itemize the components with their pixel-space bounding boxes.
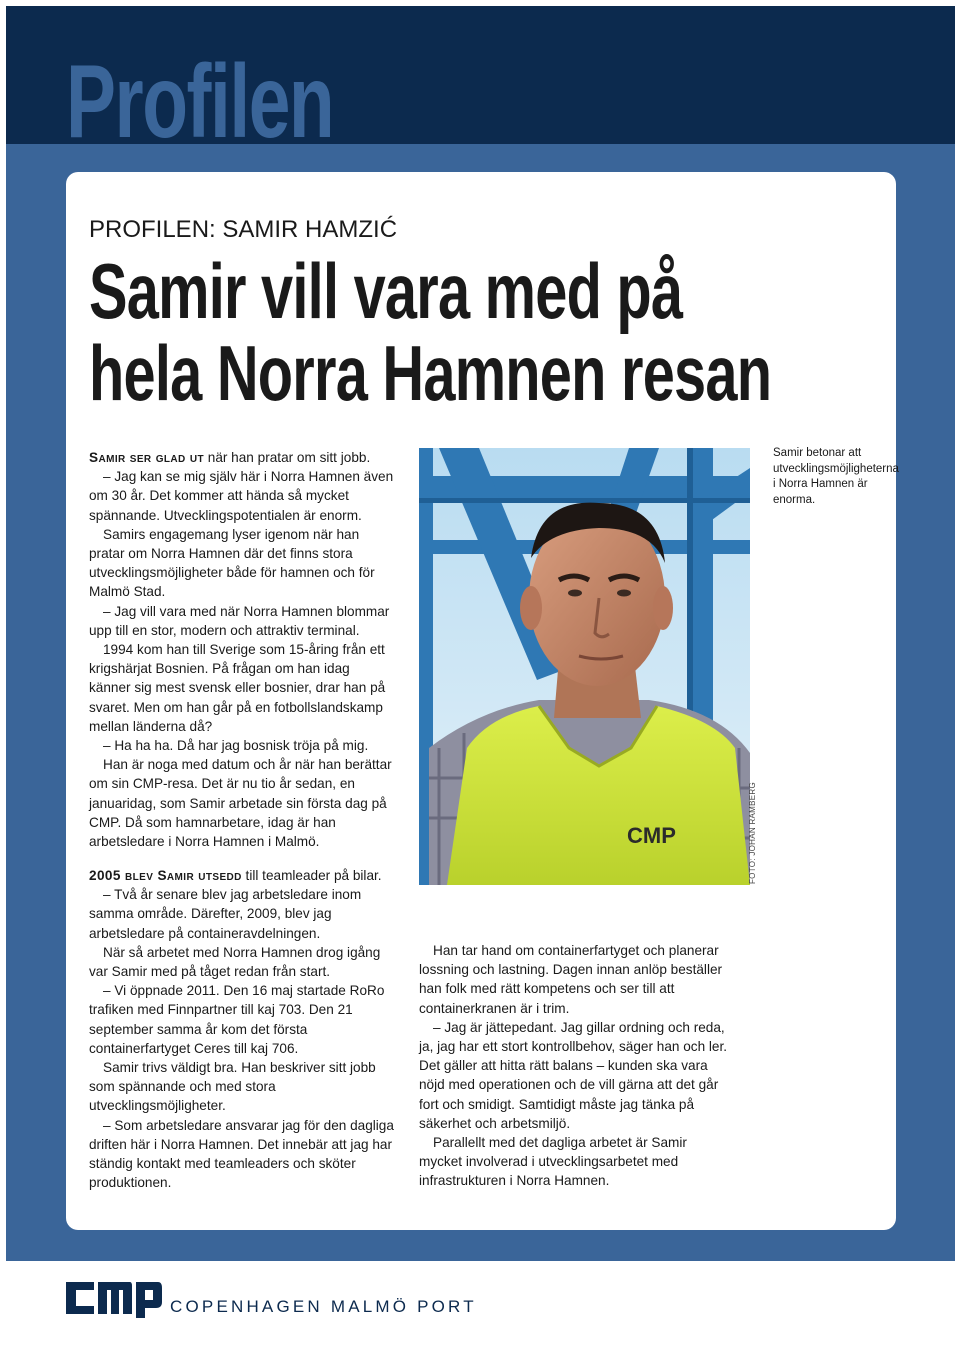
company-name: COPENHAGEN MALMÖ PORT (170, 1297, 477, 1316)
body-column-1-continued (89, 866, 394, 1192)
paragraph: – Vi öppnade 2011. Den 16 maj startade RoRo trafiken med Finnpartner till kaj 703. Den 21 september samma år kom det första containerfartyget Ceres till kaj 706. (89, 983, 385, 1056)
paragraph: – Jag vill vara med när Norra Hamnen blommar upp till en stor, modern och attraktiv terminal. (89, 603, 390, 638)
paragraph (89, 448, 394, 467)
vest-logo: CMP (627, 823, 676, 848)
paragraph (89, 866, 394, 885)
paragraph: – Två år senare blev jag arbetsledare inom samma område. Därefter, 2009, blev jag arbetsledare på containeravdelningen. (89, 887, 362, 941)
paragraph: Han tar hand om containerfartyget och planerar lossning och lastning. Dagen innan anlöp beställer han folk med rätt kompetens och ser till att containerkranen är i trim. (419, 943, 723, 1016)
logo-mark-text: CMP (66, 1318, 69, 1319)
cmp-logo-mark (66, 1278, 162, 1318)
paragraph-text: när han pratar om sitt jobb. (203, 450, 371, 465)
paragraph: – Jag är jättepedant. Jag gillar ordning och reda, ja, jag har ett stort kontrollbehov, säger han och ler. Det gäller att hitta rätt balans – kunden ska vara nöjd med operationen och de vill gärna att det går fort och smidigt. Samtidigt måste jag tänka på säkerhet och arbetsmiljö. (419, 1019, 728, 1131)
paragraph: När så arbetet med Norra Hamnen drog igång var Samir med på tåget redan från start. (89, 944, 381, 980)
paragraph: Samirs engagemang lyser igenom när han pratar om Norra Hamnen där det finns stora utvecklingsmöjligheter både för hamnen och för Malmö Stad. (89, 526, 375, 600)
masthead: Profilen (66, 44, 334, 160)
lead-in: 2005 blev Samir utsedd (89, 868, 242, 883)
paragraph: 1994 kom han till Sverige som 15-åring från ett krigshärjat Bosnien. På frågan om han idag känner sig mest svensk eller bosnier, drar han på svaret. Men om han går på en fotbollslandskamp mellan länderna då? (89, 642, 386, 734)
photo-credit: FOTO: JOHAN RAMBERG (748, 781, 757, 884)
kicker: PROFILEN: SAMIR HAMZIĆ (89, 216, 398, 243)
portrait-illustration (419, 448, 750, 885)
paragraph: Parallellt med det dagliga arbetet är Samir mycket involverad i utvecklingsarbetet med infrastrukturen i Norra Hamnen. (419, 1135, 687, 1189)
headline (89, 247, 772, 417)
paragraph: – Som arbetsledare ansvarar jag för den dagliga driften här i Norra Hamnen. Det innebär att jag har ständig kontakt med teamleaders och sköter produktionen. (89, 1117, 394, 1191)
paragraph: – Ha ha ha. Då har jag bosnisk tröja på mig. (103, 738, 369, 754)
photo-caption: Samir betonar att utvecklingsmöjligheterna i Norra Hamnen är enorma. (773, 447, 899, 506)
paragraph: Han är noga med datum och år när han berättar om sin CMP-resa. Det är nu tio år sedan, en januaridag, som Samir arbetade sin första dag på CMP. Då som hamnarbetare, idag är han arbetsledare i Norra Hamnen i Malmö. (89, 757, 392, 850)
paragraph: – Jag kan se mig själv här i Norra Hamnen även om 30 år. Det kommer att hända så mycket spännande. Utvecklingspotentialen är enorm. (89, 469, 394, 523)
body-column-1 (89, 448, 394, 851)
headline-line-2: hela Norra Hamnen resan (89, 329, 772, 417)
headline-line-1: Samir vill vara med på (89, 247, 683, 335)
lead-in: Samir ser glad ut (89, 450, 204, 465)
portrait-photo (419, 448, 750, 885)
body-column-2 (419, 941, 729, 1191)
paragraph: Samir trivs väldigt bra. Han beskriver sitt jobb som spännande och med stora utvecklingsmöjligheter. (89, 1060, 376, 1114)
paragraph-text: till teamleader på bilar. (241, 868, 382, 883)
